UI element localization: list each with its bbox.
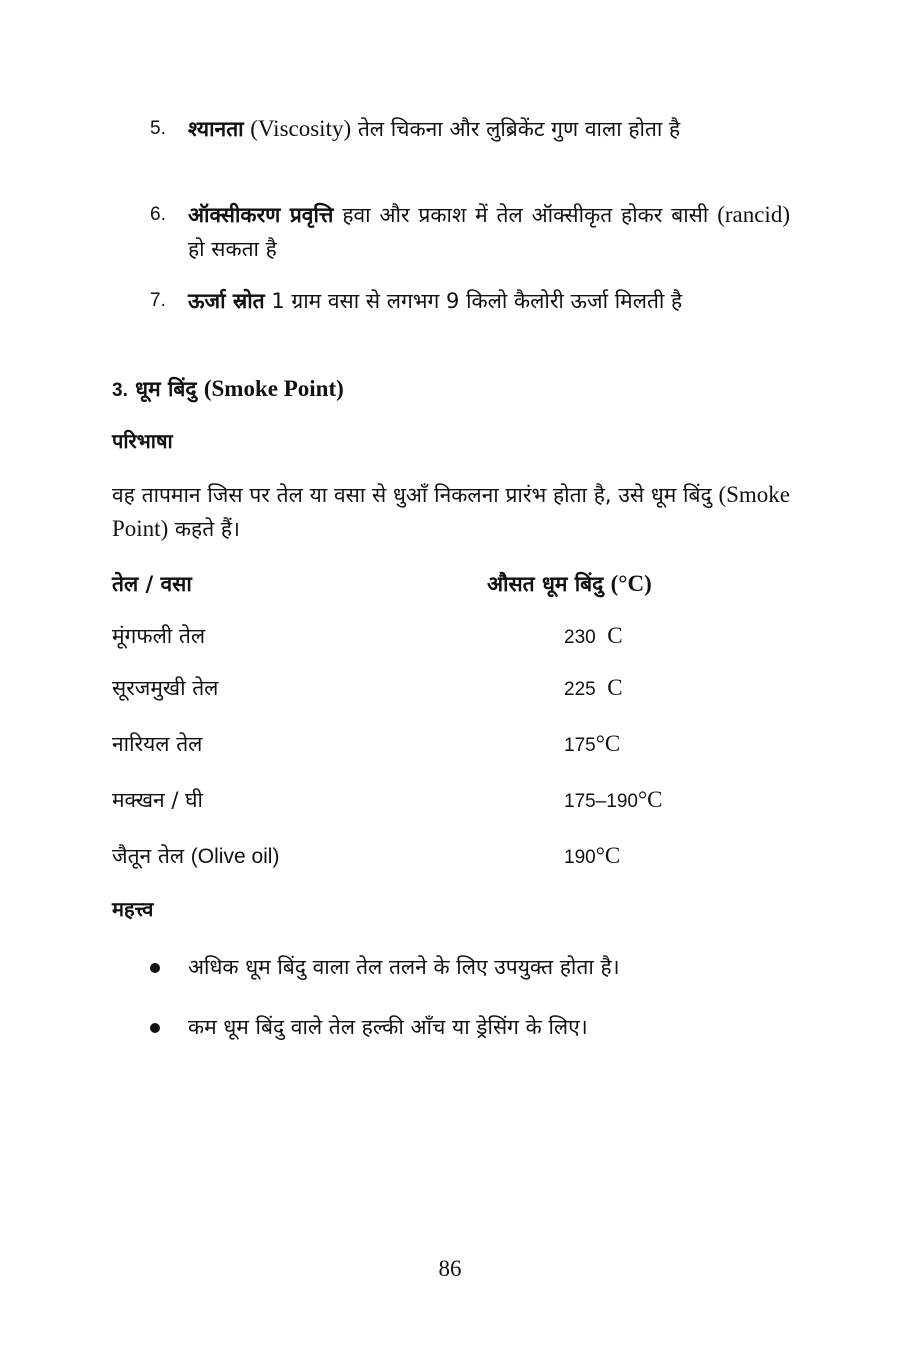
item-number: 6. — [150, 204, 166, 225]
item-english-term: (rancid) — [717, 202, 790, 227]
unit: °C — [637, 787, 663, 812]
definition-english-term: (Smoke Point) — [112, 482, 790, 541]
oil-name-hindi: जैतून तेल — [112, 844, 185, 868]
item-term: श्यानता — [188, 117, 244, 141]
header-oil: तेल / वसा — [112, 572, 192, 596]
header-smoke-point — [487, 566, 652, 602]
bullet-item — [150, 1010, 790, 1044]
item-term: ऑक्सीकरण प्रवृत्ति — [188, 203, 334, 227]
oil-name: सूरजमुखी तेल — [112, 676, 219, 700]
table-row — [112, 618, 792, 654]
oil-name — [112, 838, 279, 875]
bullet-text: अधिक धूम बिंदु वाला तेल तलने के लिए उपयुक्त होता है। — [188, 955, 620, 979]
table-row — [112, 838, 792, 874]
table-row — [112, 726, 792, 762]
unit: °C — [595, 731, 621, 756]
smoke-point-value — [564, 782, 663, 820]
item-body — [188, 284, 790, 318]
bullet-icon — [150, 963, 160, 973]
item-text: 1 ग्राम वसा से लगभग 9 किलो कैलोरी ऊर्जा मिलती है — [271, 289, 683, 313]
definition-paragraph — [112, 478, 790, 546]
header-unit: (°C) — [610, 571, 652, 596]
smoke-point-value — [564, 618, 623, 656]
item-body — [188, 112, 790, 146]
numbered-item-viscosity — [150, 112, 790, 146]
value: 225 — [564, 679, 596, 700]
bullet-item — [150, 950, 790, 984]
numbered-item-energy — [150, 284, 790, 318]
table-row — [112, 670, 792, 706]
item-text: हवा और प्रकाश में तेल ऑक्सीकृत होकर बासी — [342, 203, 709, 227]
oil-name: मक्खन / घी — [112, 788, 203, 812]
table-row — [112, 782, 792, 818]
unit: °C — [595, 843, 621, 868]
smoke-point-value — [564, 838, 620, 876]
bullet-icon — [150, 1023, 160, 1033]
item-text: तेल चिकना और लुब्रिकेंट गुण वाला होता है — [357, 117, 681, 141]
item-body — [188, 198, 790, 266]
section-number: 3. — [112, 380, 128, 401]
item-number: 7. — [150, 290, 166, 311]
value: 190 — [564, 847, 596, 868]
unit: C — [595, 675, 623, 700]
oil-name-english: (Olive oil) — [190, 845, 280, 868]
definition-text: वह तापमान जिस पर तेल या वसा से धुआँ निकलना प्रारंभ होता है, उसे धूम बिंदु — [112, 483, 712, 507]
smoke-point-value — [564, 726, 620, 764]
unit: C — [595, 623, 623, 648]
item-text-end: हो सकता है — [188, 237, 277, 261]
section-heading-smoke-point — [112, 372, 344, 408]
table-header — [112, 566, 792, 602]
page-number: 86 — [438, 1256, 462, 1281]
definition-heading: परिभाषा — [112, 429, 173, 453]
definition-text-end: कहते हैं। — [174, 517, 240, 541]
oil-name: नारियल तेल — [112, 732, 203, 756]
section-title-hindi: धूम बिंदु — [135, 377, 197, 401]
header-smoke-point-label: औसत धूम बिंदु — [487, 572, 604, 596]
value: 175 — [564, 735, 596, 756]
value: 230 — [564, 627, 596, 648]
importance-heading: महत्त्व — [112, 897, 154, 921]
oil-name: मूंगफली तेल — [112, 624, 206, 648]
item-term: ऊर्जा स्रोत — [188, 289, 265, 313]
item-number: 5. — [150, 118, 166, 139]
value: 175–190 — [564, 791, 638, 812]
section-title-english: (Smoke Point) — [203, 376, 344, 401]
item-english-term: (Viscosity) — [250, 116, 352, 141]
smoke-point-value — [564, 670, 623, 708]
bullet-text: कम धूम बिंदु वाले तेल हल्की आँच या ड्रेसिंग के लिए। — [188, 1015, 588, 1039]
numbered-item-oxidation — [150, 198, 790, 266]
